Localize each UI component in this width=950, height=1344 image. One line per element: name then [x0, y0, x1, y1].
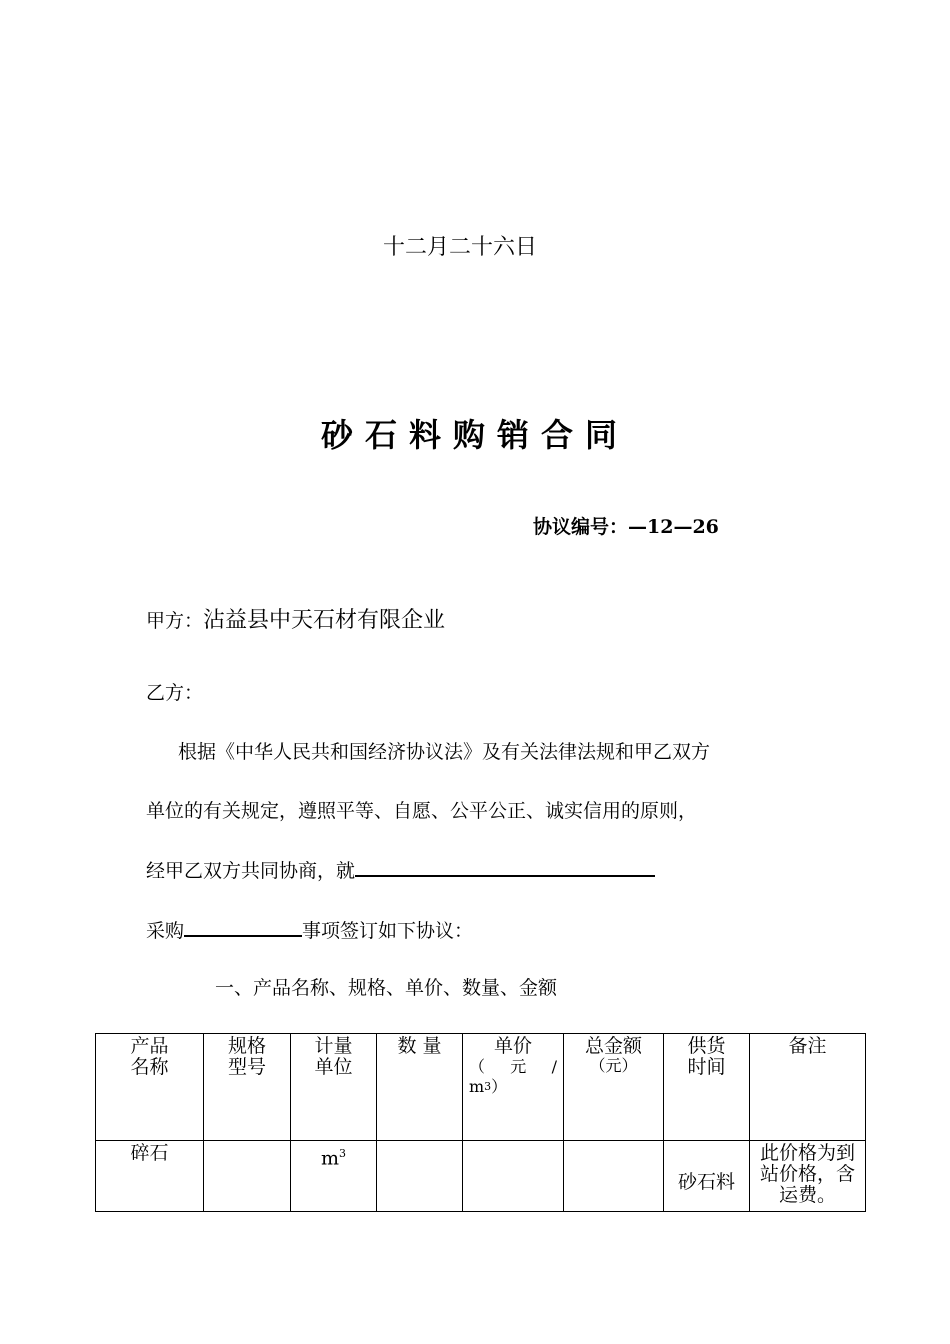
cell-spec: [204, 1141, 291, 1212]
table-header-row: [96, 1034, 866, 1141]
header-unit-price: 单价 （ 元 / m 3 ）: [463, 1034, 564, 1141]
blank-fill-line: [184, 915, 302, 937]
document-date: 十二月二十六日: [382, 235, 537, 260]
cell-product-name: 碎石: [96, 1141, 204, 1212]
header-unit: 计量 单位: [291, 1034, 377, 1141]
party-a-label: 甲方：: [146, 610, 204, 632]
party-a: [146, 603, 445, 634]
header-spec: 规格 型号: [204, 1034, 291, 1141]
contract-number: 协议编号：—12—26: [533, 516, 719, 538]
section-heading: 一、产品名称、规格、单价、数量、金额: [215, 977, 558, 999]
blank-fill-line: [355, 855, 655, 877]
document-title: 砂石料购销合同: [320, 416, 629, 454]
header-quantity: 数 量: [377, 1034, 463, 1141]
cell-total-amount: [564, 1141, 664, 1212]
header-supply-time: 供货 时间: [664, 1034, 750, 1141]
body-line-3-text: 经甲乙双方共同协商，就: [146, 860, 356, 882]
header-product-name: 产品 名称: [96, 1034, 204, 1141]
table-row: [96, 1141, 866, 1212]
cell-quantity: [377, 1141, 463, 1212]
cell-unit-price: [463, 1141, 564, 1212]
party-b-label: 乙方：: [146, 682, 204, 704]
cell-unit: $m^3$: [291, 1141, 377, 1212]
body-line-1: 根据《中华人民共和国经济协议法》及有关法律法规和甲乙双方: [178, 741, 711, 763]
body-line-4: [146, 915, 473, 943]
body-line-4-end: 事项签订如下协议：: [302, 920, 474, 942]
body-line-4-start: 采购: [146, 920, 185, 942]
body-line-3: [146, 855, 655, 883]
product-table: [95, 1033, 866, 1212]
cell-remark: 此价格为到站价格，含运费。: [750, 1141, 866, 1212]
header-total-amount: 总金额 （元）: [564, 1034, 664, 1141]
party-a-name: 沾益县中天石材有限企业: [203, 608, 446, 633]
cell-supply-time: 砂石料: [664, 1141, 750, 1212]
header-remark: 备注: [750, 1034, 866, 1141]
body-line-2: 单位的有关规定，遵照平等、自愿、公平公正、诚实信用的原则，: [146, 800, 698, 822]
